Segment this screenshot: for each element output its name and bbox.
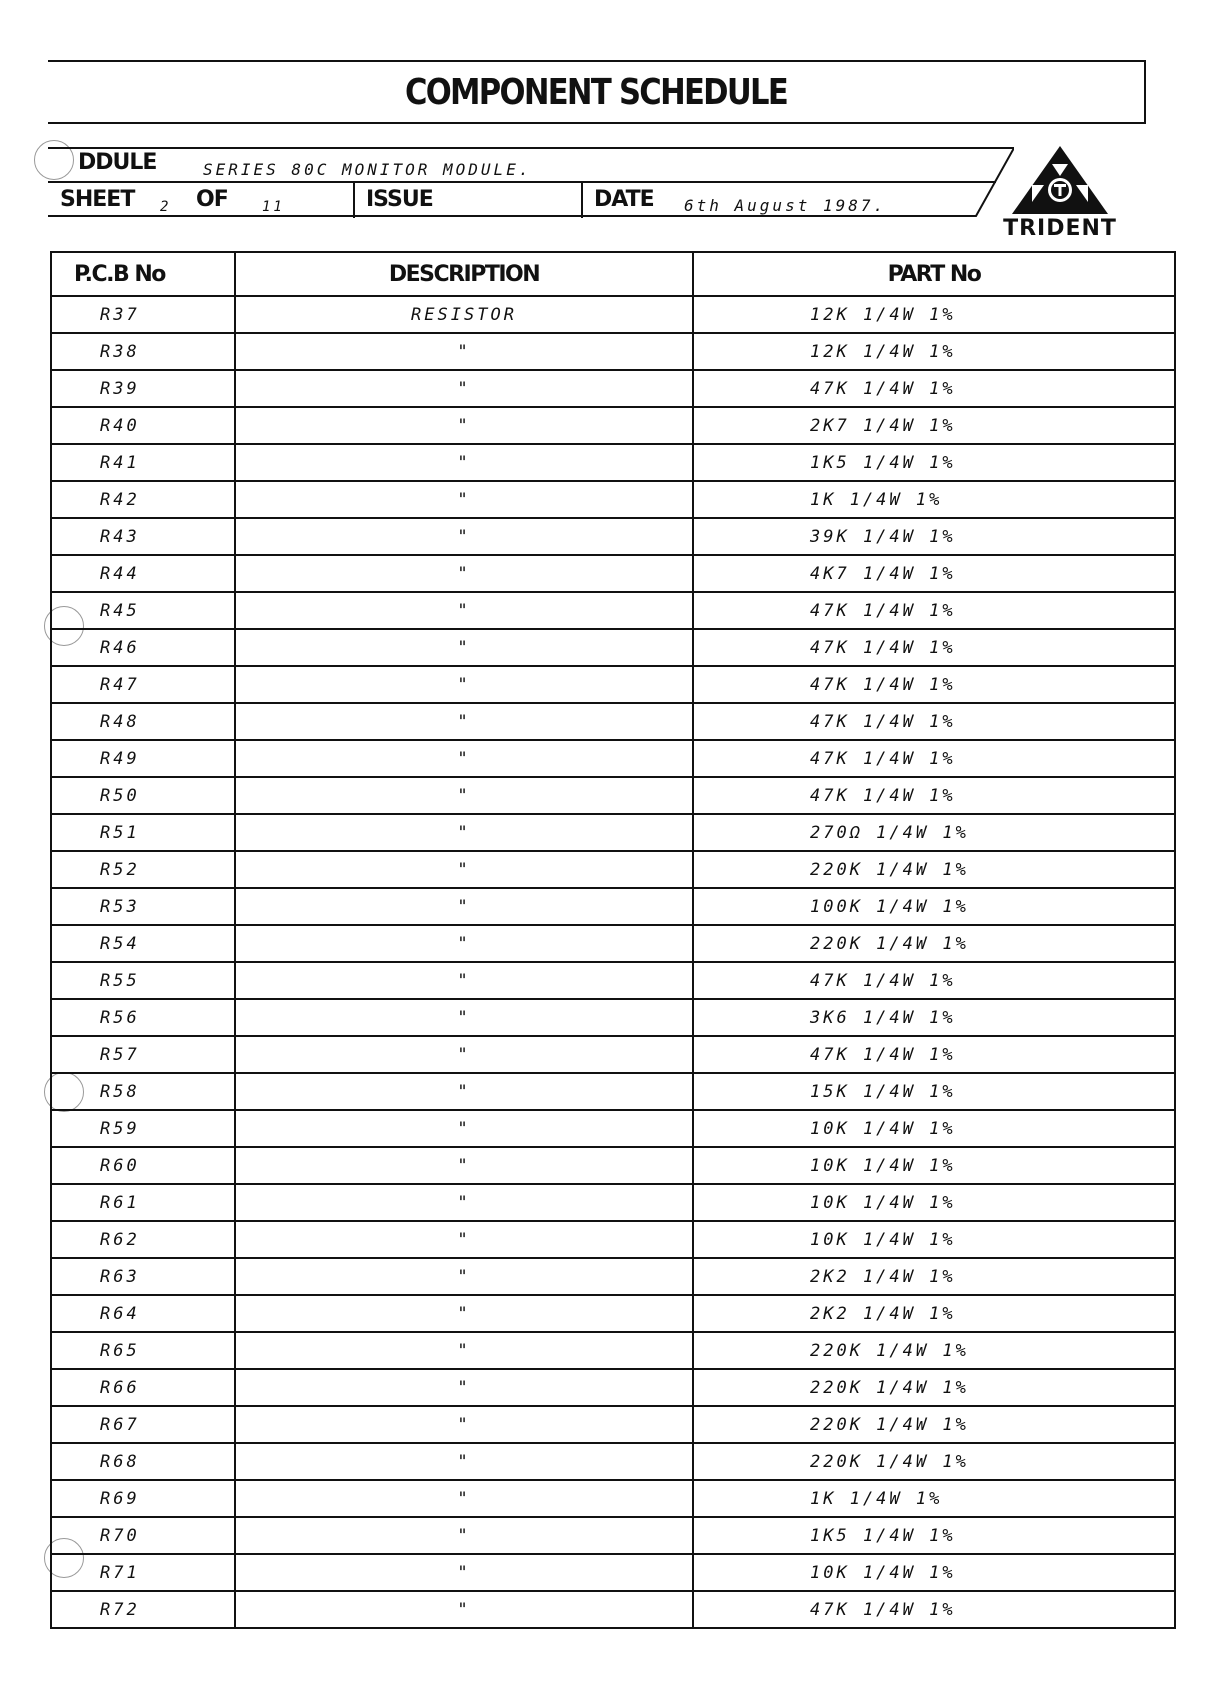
- description-cell: ": [235, 703, 693, 740]
- description-cell: ": [235, 1517, 693, 1554]
- part-no-cell: 2K2 1/4W 1%: [693, 1295, 1175, 1332]
- description-cell: ": [235, 1036, 693, 1073]
- pcb-no-cell: R55: [51, 962, 235, 999]
- pcb-no-cell: R61: [51, 1184, 235, 1221]
- date-label: DATE: [594, 187, 654, 212]
- pcb-no-cell: R66: [51, 1369, 235, 1406]
- description-cell: ": [235, 777, 693, 814]
- part-no-cell: 10K 1/4W 1%: [693, 1221, 1175, 1258]
- description-cell: ": [235, 333, 693, 370]
- table-row: [51, 962, 1175, 999]
- description-cell: ": [235, 1147, 693, 1184]
- part-no-cell: 39K 1/4W 1%: [693, 518, 1175, 555]
- pcb-no-cell: R56: [51, 999, 235, 1036]
- description-cell: ": [235, 814, 693, 851]
- description-cell: ": [235, 444, 693, 481]
- part-no-cell: 220K 1/4W 1%: [693, 1332, 1175, 1369]
- component-schedule-table: [50, 251, 1176, 1629]
- table-row: [51, 1480, 1175, 1517]
- table-row: [51, 1073, 1175, 1110]
- description-cell: ": [235, 518, 693, 555]
- description-cell: ": [235, 962, 693, 999]
- table-row: [51, 1332, 1175, 1369]
- table-row: [51, 1443, 1175, 1480]
- pcb-no-cell: R51: [51, 814, 235, 851]
- pcb-no-cell: R46: [51, 629, 235, 666]
- pcb-no-cell: R41: [51, 444, 235, 481]
- sheet-number: 2: [160, 199, 172, 215]
- pcb-no-cell: R53: [51, 888, 235, 925]
- pcb-no-cell: R57: [51, 1036, 235, 1073]
- table-row: [51, 1517, 1175, 1554]
- description-cell: ": [235, 1221, 693, 1258]
- part-no-cell: 47K 1/4W 1%: [693, 703, 1175, 740]
- description-cell: ": [235, 1591, 693, 1628]
- table-row: [51, 1036, 1175, 1073]
- pcb-no-cell: R47: [51, 666, 235, 703]
- table-row: [51, 592, 1175, 629]
- header-band: [48, 146, 1014, 218]
- part-no-cell: 220K 1/4W 1%: [693, 1443, 1175, 1480]
- part-no-cell: 270Ω 1/4W 1%: [693, 814, 1175, 851]
- pcb-no-cell: R65: [51, 1332, 235, 1369]
- part-no-cell: 1K5 1/4W 1%: [693, 444, 1175, 481]
- pcb-no-cell: R71: [51, 1554, 235, 1591]
- pcb-no-cell: R52: [51, 851, 235, 888]
- module-label: DDULE: [78, 150, 157, 175]
- table-row: [51, 370, 1175, 407]
- part-no-cell: 15K 1/4W 1%: [693, 1073, 1175, 1110]
- pcb-no-cell: R43: [51, 518, 235, 555]
- sheet-label: SHEET: [60, 187, 135, 212]
- part-no-cell: 4K7 1/4W 1%: [693, 555, 1175, 592]
- part-no-cell: 47K 1/4W 1%: [693, 666, 1175, 703]
- pcb-no-cell: R40: [51, 407, 235, 444]
- table-row: [51, 296, 1175, 333]
- description-cell: ": [235, 555, 693, 592]
- part-no-cell: 47K 1/4W 1%: [693, 1591, 1175, 1628]
- pcb-no-cell: R59: [51, 1110, 235, 1147]
- description-cell: ": [235, 999, 693, 1036]
- table-row: [51, 1295, 1175, 1332]
- description-cell: ": [235, 1295, 693, 1332]
- part-no-cell: 220K 1/4W 1%: [693, 925, 1175, 962]
- part-no-cell: 47K 1/4W 1%: [693, 962, 1175, 999]
- description-cell: ": [235, 1406, 693, 1443]
- description-cell: ": [235, 1258, 693, 1295]
- pcb-no-cell: R38: [51, 333, 235, 370]
- table-row: [51, 925, 1175, 962]
- table-row: [51, 740, 1175, 777]
- table-row: [51, 777, 1175, 814]
- pcb-no-cell: R64: [51, 1295, 235, 1332]
- module-value: SERIES 80C MONITOR MODULE.: [203, 160, 532, 179]
- table-body: [51, 296, 1175, 1628]
- part-no-cell: 47K 1/4W 1%: [693, 1036, 1175, 1073]
- description-cell: ": [235, 1443, 693, 1480]
- table-row: [51, 1110, 1175, 1147]
- table-header-row: [51, 252, 1175, 296]
- table-row: [51, 666, 1175, 703]
- description-cell: RESISTOR: [235, 296, 693, 333]
- table-row: [51, 1406, 1175, 1443]
- pcb-no-cell: R45: [51, 592, 235, 629]
- table-row: [51, 1258, 1175, 1295]
- part-no-cell: 47K 1/4W 1%: [693, 777, 1175, 814]
- column-header-pcb-no: P.C.B No: [51, 252, 235, 296]
- pcb-no-cell: R62: [51, 1221, 235, 1258]
- column-header-part-no: PART No: [693, 252, 1175, 296]
- issue-label: ISSUE: [366, 187, 433, 212]
- description-cell: ": [235, 407, 693, 444]
- description-cell: ": [235, 1110, 693, 1147]
- part-no-cell: 1K5 1/4W 1%: [693, 1517, 1175, 1554]
- description-cell: ": [235, 370, 693, 407]
- logo-text: TRIDENT: [1003, 216, 1117, 241]
- part-no-cell: 2K7 1/4W 1%: [693, 407, 1175, 444]
- part-no-cell: 10K 1/4W 1%: [693, 1184, 1175, 1221]
- table-row: [51, 444, 1175, 481]
- part-no-cell: 220K 1/4W 1%: [693, 851, 1175, 888]
- part-no-cell: 10K 1/4W 1%: [693, 1554, 1175, 1591]
- table-row: [51, 1554, 1175, 1591]
- table-row: [51, 481, 1175, 518]
- description-cell: ": [235, 740, 693, 777]
- table-row: [51, 1221, 1175, 1258]
- pcb-no-cell: R50: [51, 777, 235, 814]
- pcb-no-cell: R54: [51, 925, 235, 962]
- table-row: [51, 629, 1175, 666]
- part-no-cell: 1K 1/4W 1%: [693, 1480, 1175, 1517]
- table-row: [51, 851, 1175, 888]
- table-row: [51, 518, 1175, 555]
- pcb-no-cell: R67: [51, 1406, 235, 1443]
- pcb-no-cell: R49: [51, 740, 235, 777]
- pcb-no-cell: R68: [51, 1443, 235, 1480]
- description-cell: ": [235, 1073, 693, 1110]
- table-row: [51, 888, 1175, 925]
- pcb-no-cell: R44: [51, 555, 235, 592]
- table-row: [51, 1147, 1175, 1184]
- description-cell: ": [235, 925, 693, 962]
- column-header-description: DESCRIPTION: [235, 252, 693, 296]
- table-row: [51, 1591, 1175, 1628]
- part-no-cell: 10K 1/4W 1%: [693, 1147, 1175, 1184]
- pcb-no-cell: R37: [51, 296, 235, 333]
- pcb-no-cell: R42: [51, 481, 235, 518]
- pcb-no-cell: R39: [51, 370, 235, 407]
- part-no-cell: 220K 1/4W 1%: [693, 1406, 1175, 1443]
- table-row: [51, 1369, 1175, 1406]
- part-no-cell: 3K6 1/4W 1%: [693, 999, 1175, 1036]
- pcb-no-cell: R60: [51, 1147, 235, 1184]
- sheet-total: 11: [262, 199, 285, 215]
- part-no-cell: 10K 1/4W 1%: [693, 1110, 1175, 1147]
- part-no-cell: 1K 1/4W 1%: [693, 481, 1175, 518]
- description-cell: ": [235, 592, 693, 629]
- table-row: [51, 999, 1175, 1036]
- table-row: [51, 407, 1175, 444]
- of-label: OF: [196, 187, 228, 212]
- date-value: 6th August 1987.: [684, 196, 887, 215]
- pcb-no-cell: R72: [51, 1591, 235, 1628]
- description-cell: ": [235, 851, 693, 888]
- pcb-no-cell: R70: [51, 1517, 235, 1554]
- description-cell: ": [235, 1332, 693, 1369]
- part-no-cell: 100K 1/4W 1%: [693, 888, 1175, 925]
- description-cell: ": [235, 666, 693, 703]
- description-cell: ": [235, 1554, 693, 1591]
- description-cell: ": [235, 481, 693, 518]
- pcb-no-cell: R58: [51, 1073, 235, 1110]
- description-cell: ": [235, 629, 693, 666]
- table-row: [51, 703, 1175, 740]
- pcb-no-cell: R63: [51, 1258, 235, 1295]
- description-cell: ": [235, 1480, 693, 1517]
- description-cell: ": [235, 1184, 693, 1221]
- description-cell: ": [235, 1369, 693, 1406]
- part-no-cell: 47K 1/4W 1%: [693, 592, 1175, 629]
- part-no-cell: 47K 1/4W 1%: [693, 740, 1175, 777]
- part-no-cell: 12K 1/4W 1%: [693, 333, 1175, 370]
- part-no-cell: 2K2 1/4W 1%: [693, 1258, 1175, 1295]
- table-row: [51, 555, 1175, 592]
- pcb-no-cell: R69: [51, 1480, 235, 1517]
- document-title: COMPONENT SCHEDULE: [404, 72, 788, 113]
- table-row: [51, 814, 1175, 851]
- part-no-cell: 12K 1/4W 1%: [693, 296, 1175, 333]
- table-row: [51, 333, 1175, 370]
- pcb-no-cell: R48: [51, 703, 235, 740]
- table-row: [51, 1184, 1175, 1221]
- description-cell: ": [235, 888, 693, 925]
- part-no-cell: 220K 1/4W 1%: [693, 1369, 1175, 1406]
- part-no-cell: 47K 1/4W 1%: [693, 370, 1175, 407]
- title-box: [48, 60, 1146, 124]
- part-no-cell: 47K 1/4W 1%: [693, 629, 1175, 666]
